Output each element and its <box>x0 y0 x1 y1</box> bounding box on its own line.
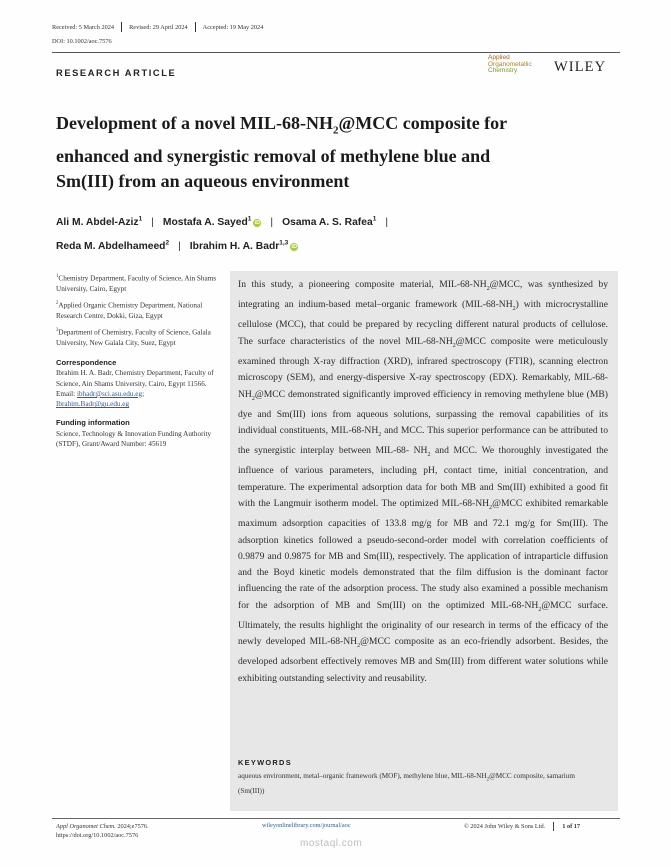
author-list <box>56 210 626 257</box>
abstract-segment: ) with microcrystalline cellulose (MCC), that could be prepared by recycling different natural products of cellulose. The surface characteristics of the novel MIL-68-NH <box>238 299 608 347</box>
affiliation-text: Chemistry Department, Faculty of Science, Ain Shams University, Cairo, Egypt <box>56 274 217 293</box>
correspondence-heading: Correspondence <box>56 357 117 367</box>
title-text: @MCC composite for <box>338 113 508 133</box>
author-name: Ibrahim H. A. Badr <box>189 240 280 252</box>
abstract-segment: @MCC surface. Ultimately, the results highlight the originality of our research in terms of the efficacy of the newly developed MIL-68-NH <box>238 599 609 648</box>
affiliation-number: 2 <box>56 300 59 306</box>
citation-year: 2024;e7576. <box>115 823 149 830</box>
journal-logo-line: Organometallic <box>488 60 532 68</box>
publisher-logo: WILEY <box>554 59 607 75</box>
footer-citation <box>56 822 149 841</box>
correspondence-email <box>56 399 224 409</box>
author-affiliation-mark: 1,3 <box>279 239 289 247</box>
author[interactable] <box>190 241 299 252</box>
author-name: Ali M. Abdel-Aziz <box>56 217 139 229</box>
orcid-icon[interactable]: iD <box>254 220 261 227</box>
journal-logo-line: Applied <box>488 54 510 61</box>
subscript: 2 <box>378 431 382 438</box>
author-affiliation-mark: 2 <box>165 239 170 247</box>
funding-heading: Funding information <box>56 418 130 428</box>
abstract-segment: @MCC composite were meticulously examined through X-ray diffraction (XRD), infrared spectroscopy (FTIR), scanning electron microscopy (SEM), and energy-dispersive X-ray spectroscopy (EDX). Remarkably, MIL-68- NH <box>238 335 608 400</box>
email-link[interactable]: Ibrahim.Badr@gu.edu.eg <box>56 400 130 409</box>
article-type: RESEARCH ARTICLE <box>56 68 177 78</box>
doi-link[interactable]: https://doi.org/10.1002/aoc.7576 <box>56 832 139 840</box>
title-text: Development of a novel MIL-68-NH <box>56 113 333 133</box>
revised-date: Revised: 29 April 2024 <box>129 23 188 31</box>
author-separator: | <box>270 217 274 229</box>
header-rule <box>52 52 620 53</box>
funding-text: Science, Technology & Innovation Funding Authority (STDF), Grant/Award Number: 45619 <box>56 429 212 449</box>
journal-logo-line: Chemistry <box>488 67 518 75</box>
article-title <box>56 111 616 194</box>
date-separator <box>195 22 196 32</box>
abstract-segment: @MCC, was synthesized by integrating an indium-based metal–organic framework (MIL-68-NH <box>238 279 608 311</box>
abstract-segment: and MCC. This superior performance can be attributed to the synergistic interplay between MIL-68- NH <box>238 425 608 457</box>
subscript: 2 <box>357 643 361 650</box>
footer-right <box>464 822 580 831</box>
article-info-column <box>56 272 224 449</box>
author[interactable] <box>163 217 262 228</box>
title-subscript: 2 <box>332 124 339 137</box>
page-number: 1 of 17 <box>562 823 581 830</box>
subscript: 2 <box>452 342 456 349</box>
submission-dates <box>52 22 263 32</box>
accepted-date: Accepted: 19 May 2024 <box>202 23 264 31</box>
affiliation-text: Department of Chemistry, Faculty of Science, Galala University, New Galala City, Suez, Egypt <box>56 328 211 347</box>
watermark: mostaql.com <box>300 838 363 849</box>
subscript: 2 <box>251 395 255 402</box>
subscript: 2 <box>512 306 516 313</box>
abstract-segment: and MCC. We thoroughly investigated the influence of various parameters, including pH, contact time, initial concentration, and temperature. The experimental adsorption data for both MB and Sm(III) exhibited a good fit with the Langmuir isotherm model. The optimized MIL-68-NH <box>238 445 608 509</box>
author-separator: | <box>151 217 154 229</box>
journal-logo <box>488 55 532 75</box>
affiliation-number: 3 <box>56 327 59 333</box>
abstract-segment: @MCC exhibited remarkable maximum adsorption capacities of 133.8 mg/g for MB and 72.1 mg/g for Sm(III). The adsorption kinetics followed a pseudo-second-order model with correlation coefficients of 0.9879 and 0.9875 for MB and Sm(III), respectively. The application of intraparticle diffusion and the Boyd kinetic models demonstrated that the film diffusion is the dominant factor influencing the rate of the adsorption process. The study also examined a possible mechanism for the adsorption of MB and Sm(III) on the optimized MIL-68-NH <box>238 498 608 611</box>
doi: DOI: 10.1002/aoc.7576 <box>52 38 112 45</box>
author[interactable] <box>282 217 376 228</box>
journal-abbrev: Appl Organomet Chem. <box>56 823 116 830</box>
subscript: 2 <box>486 777 490 783</box>
author-separator: | <box>178 240 181 252</box>
abstract-segment: In this study, a pioneering composite material, MIL-68-NH <box>238 279 487 290</box>
email-label: Email: <box>56 389 77 398</box>
author[interactable] <box>56 241 169 252</box>
copyright: © 2024 John Wiley & Sons Ltd. <box>464 823 546 830</box>
abstract-segment: @MCC demonstrated significantly improved efficiency in removing methylene blue (MB) dye and Sm(III) ions from aqueous solutions, surpassing the removal capabilities of its individual constituents, MIL-68-NH <box>238 388 608 436</box>
affiliation <box>56 299 224 321</box>
footer-separator <box>553 822 554 831</box>
affiliation <box>56 272 224 294</box>
abstract-text <box>238 277 608 687</box>
title-text: Sm(III) from an aqueous environment <box>56 170 350 191</box>
author-affiliation-mark: 1 <box>372 216 377 223</box>
keywords-segment: aqueous environment, metal–organic framework (MOF), methylene blue, MIL-68-NH <box>238 772 487 780</box>
subscript: 2 <box>486 285 490 292</box>
affiliation-number: 1 <box>56 274 59 279</box>
orcid-icon[interactable]: iD <box>291 243 298 250</box>
keywords-heading: KEYWORDS <box>238 758 292 767</box>
footer-rule <box>52 818 620 819</box>
author-affiliation-mark: 1 <box>138 216 143 223</box>
author-separator: | <box>385 217 389 229</box>
author-affiliation-mark: 1 <box>247 216 252 223</box>
author-name: Osama A. S. Rafea <box>282 217 373 229</box>
keywords-text <box>238 771 578 796</box>
subscript: 2 <box>489 504 493 511</box>
keywords-segment: @MCC composite, samarium (Sm(III)) <box>238 772 575 795</box>
subscript: 2 <box>538 606 542 613</box>
date-separator <box>121 22 122 32</box>
journal-url-link[interactable]: wileyonlinelibrary.com/journal/aoc <box>262 822 351 829</box>
affiliation <box>56 326 224 348</box>
email-link[interactable]: ibhadr@sci.asu.edu.eg <box>76 389 143 398</box>
correspondence-email: Email: ibhadr@sci.asu.edu.eg; <box>56 389 145 398</box>
title-text: enhanced and synergistic removal of methylene blue and <box>56 145 491 166</box>
author-name: Mostafa A. Sayed <box>162 217 248 229</box>
affiliation-text: Applied Organic Chemistry Department, National Research Centre, Dokki, Giza, Egypt <box>56 301 203 320</box>
subscript: 2 <box>427 452 431 459</box>
abstract-segment: @MCC composite as an eco-friendly adsorbent. Besides, the developed adsorbent effectively removes MB and Sm(III) from different water solutions while exhibiting outstanding selectivity and reusability. <box>238 636 608 684</box>
author-name: Reda M. Abdelhameed <box>56 240 166 252</box>
received-date: Received: 5 March 2024 <box>52 23 115 31</box>
author[interactable] <box>56 217 142 228</box>
correspondence-text: Ibrahim H. A. Badr, Chemistry Department, Faculty of Science, Ain Shams University, Cairo, Egypt 11566. <box>56 369 214 388</box>
